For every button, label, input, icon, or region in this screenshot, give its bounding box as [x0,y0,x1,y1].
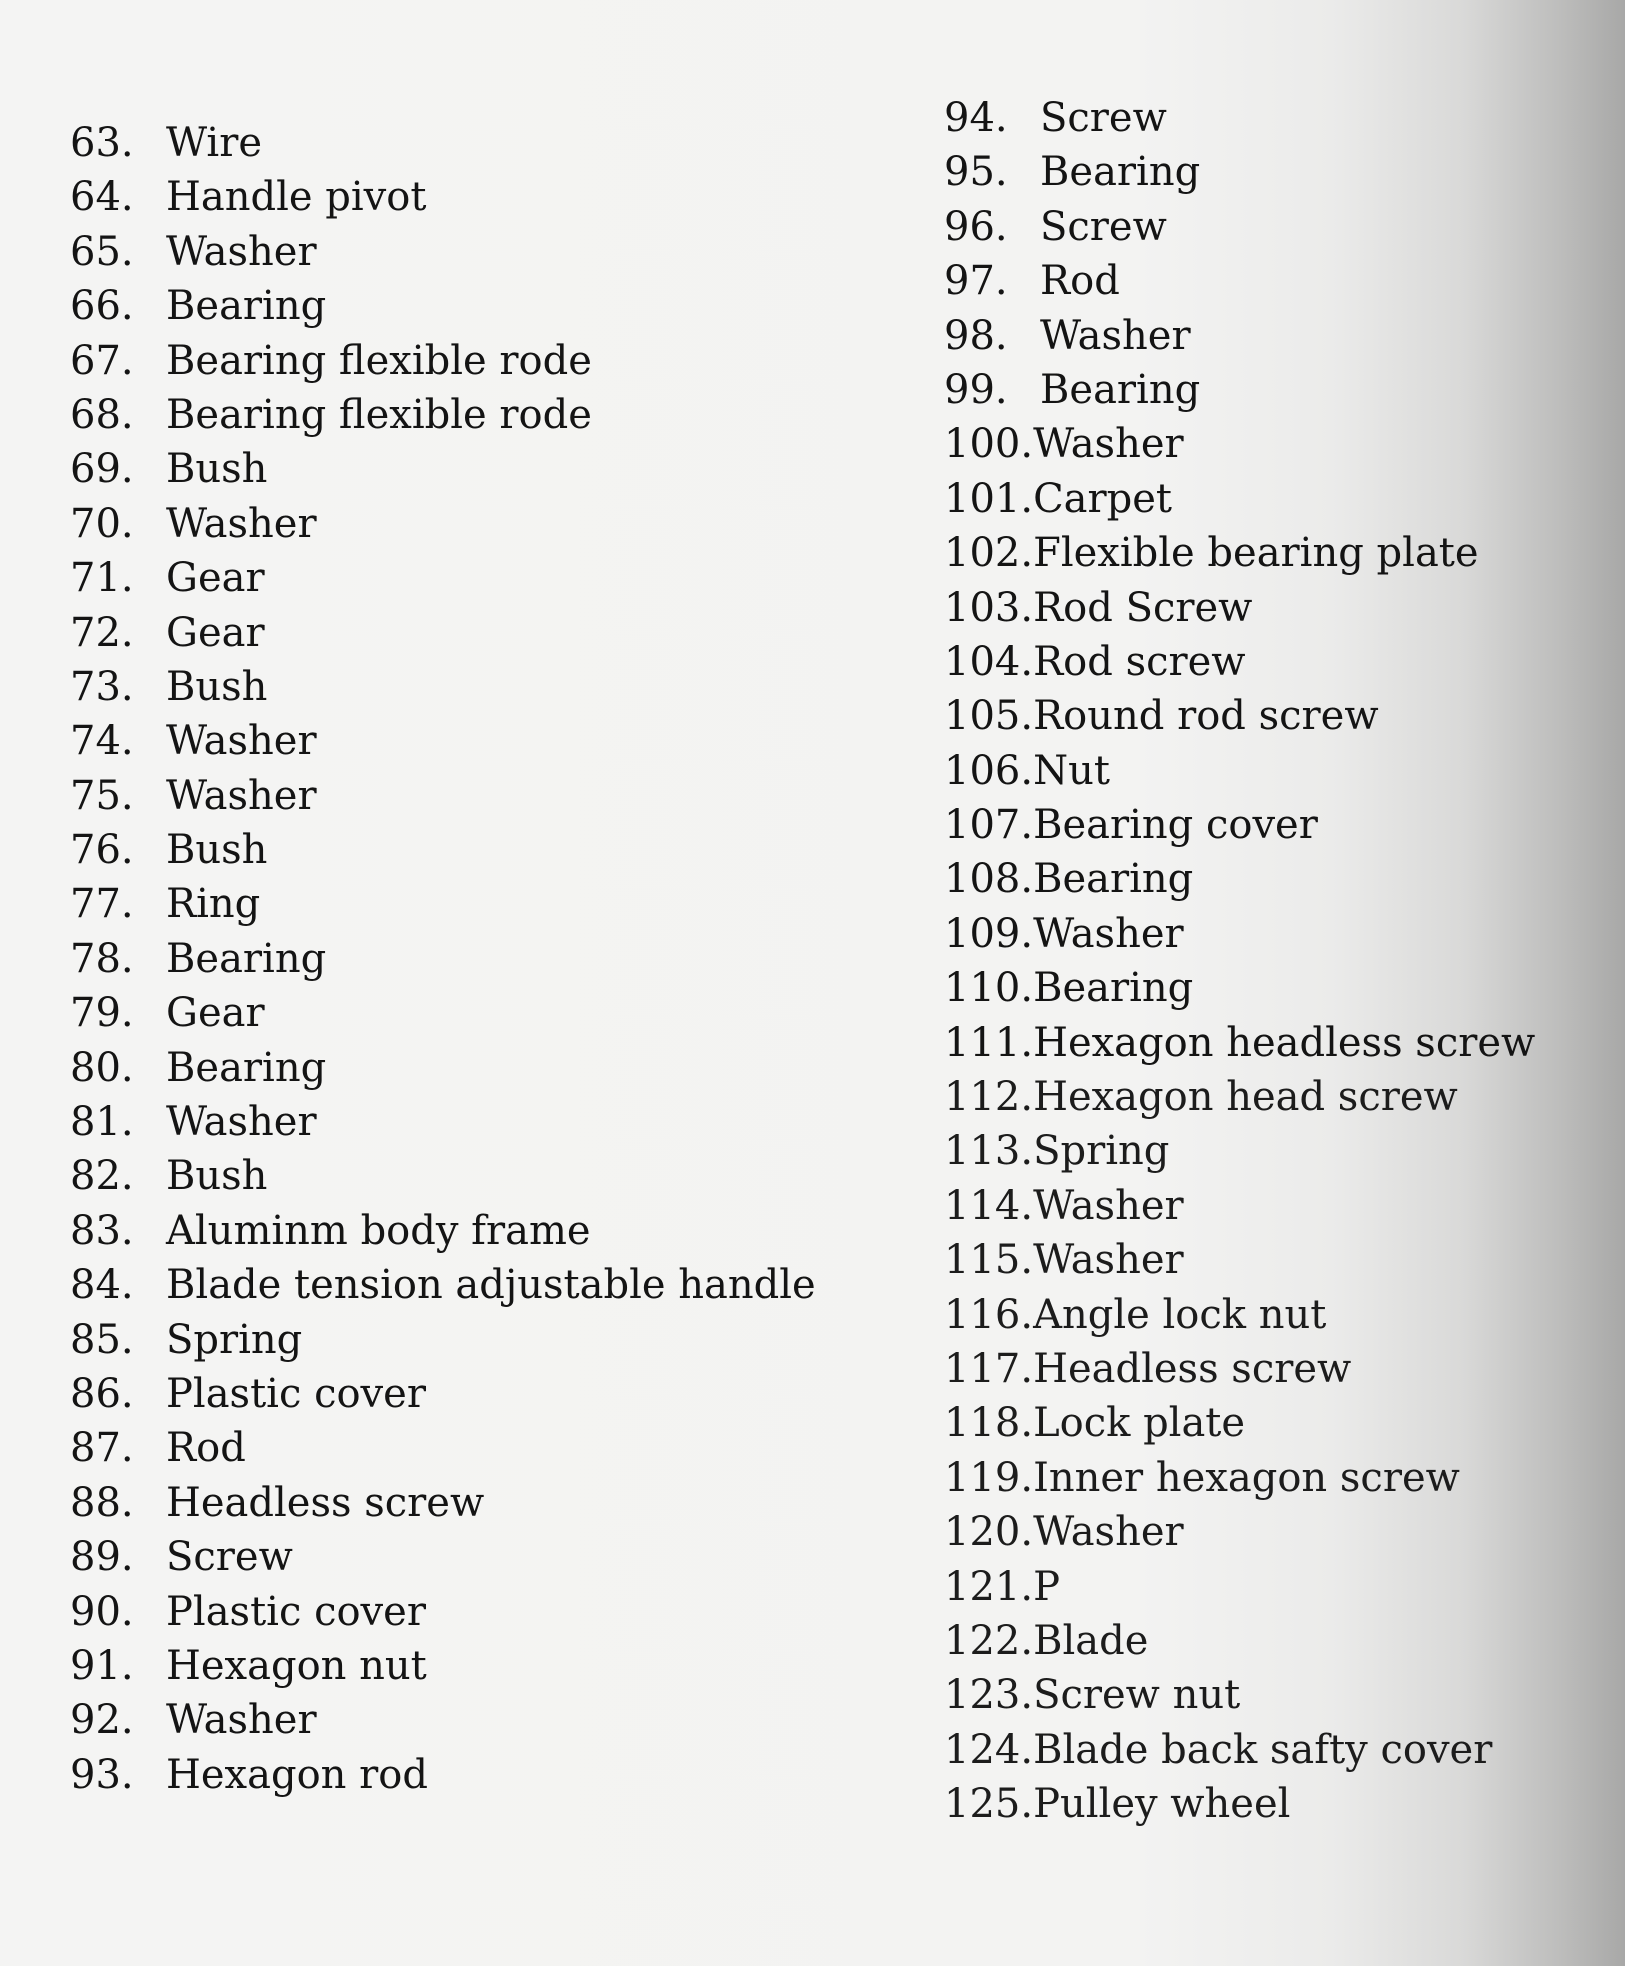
part-number: 100. [944,421,1034,468]
part-number: 70. [70,500,134,547]
part-list-item [70,1421,816,1475]
part-number: 112. [944,1074,1034,1121]
part-name: Bearing flexible rode [166,337,592,384]
part-name: Lock plate [1033,1400,1246,1447]
part-name: Plastic cover [166,1588,426,1635]
part-list-item [944,798,1535,852]
part-list-item [70,823,816,877]
part-list-item [944,417,1535,471]
part-list-item [944,145,1535,199]
part-name: Bearing [166,283,327,330]
part-number: 63. [70,120,134,166]
part-name: Spring [1033,1128,1170,1175]
part-name: P [1033,1563,1060,1610]
part-number: 73. [70,663,134,710]
part-name: Rod [1040,258,1120,305]
part-number: 69. [70,446,134,493]
part-number: 97. [944,258,1008,305]
part-list-item [70,1367,816,1421]
part-name: Round rod screw [1033,693,1379,740]
part-number: 104. [944,638,1034,685]
part-name: Washer [166,1099,317,1146]
part-list-item [70,170,816,224]
part-list-item [944,1777,1535,1831]
part-list-item [70,1748,816,1802]
part-list-item [944,526,1535,580]
part-list-item [944,1723,1535,1777]
part-number: 90. [70,1588,134,1635]
part-number: 89. [70,1534,134,1581]
part-name: Aluminm body frame [166,1207,591,1254]
part-number: 117. [944,1345,1034,1392]
part-number: 109. [944,910,1034,957]
part-name: Washer [166,772,317,819]
part-number: 115. [944,1237,1034,1284]
part-name: Rod screw [1033,638,1246,685]
parts-list-right-column [944,91,1535,1832]
part-number: 85. [70,1316,134,1363]
part-name: Washer [1033,421,1184,468]
part-name: Washer [166,718,317,765]
part-name: Handle pivot [166,174,427,221]
part-number: 72. [70,609,134,656]
part-number: 123. [944,1672,1034,1719]
part-name: Rod Screw [1033,584,1253,631]
part-name: Washer [166,1697,317,1744]
part-number: 94. [944,95,1008,141]
part-list-item [70,1476,816,1530]
part-number: 119. [944,1454,1034,1501]
part-number: 106. [944,747,1034,794]
part-list-item [70,1204,816,1258]
part-name: Hexagon rod [166,1751,428,1798]
part-number: 66. [70,283,134,330]
part-list-item [70,986,816,1040]
part-number: 107. [944,802,1034,849]
part-list-item [944,1124,1535,1178]
part-name: Pulley wheel [1033,1781,1291,1828]
part-list-item [944,472,1535,526]
part-number: 74. [70,718,134,765]
part-list-item [70,1095,816,1149]
part-list-item [70,388,816,442]
part-number: 71. [70,555,134,602]
part-list-item [70,769,816,823]
part-name: Spring [166,1316,303,1363]
part-list-item [70,497,816,551]
part-list-item [70,442,816,496]
part-number: 78. [70,935,134,982]
part-number: 65. [70,228,134,275]
part-number: 64. [70,174,134,221]
part-number: 68. [70,391,134,438]
part-list-item [70,1149,816,1203]
part-list-item [70,660,816,714]
part-number: 110. [944,965,1034,1012]
part-number: 79. [70,990,134,1037]
part-number: 118. [944,1400,1034,1447]
part-name: Bearing cover [1033,802,1318,849]
part-name: Bearing [1033,856,1194,903]
part-number: 113. [944,1128,1034,1175]
part-name: Flexible bearing plate [1033,530,1479,577]
part-list-item [944,1505,1535,1559]
part-list-item [944,1179,1535,1233]
part-name: Bearing [1033,965,1194,1012]
part-name: Gear [166,609,265,656]
part-list-item [944,1342,1535,1396]
part-name: Bush [166,446,268,493]
part-list-item [944,1070,1535,1124]
part-list-item [944,1288,1535,1342]
part-list-item [70,877,816,931]
part-list-item [944,907,1535,961]
part-name: Screw nut [1033,1672,1241,1719]
part-number: 67. [70,337,134,384]
part-number: 80. [70,1044,134,1091]
part-name: Washer [166,228,317,275]
part-number: 95. [944,149,1008,196]
part-list-item [70,1639,816,1693]
part-list-item [944,1451,1535,1505]
part-name: Screw [166,1534,293,1581]
part-list-item [70,1258,816,1312]
part-number: 91. [70,1642,134,1689]
part-list-item [944,1614,1535,1668]
part-name: Blade back safty cover [1033,1726,1493,1773]
part-list-item [70,116,816,170]
part-list-item [70,932,816,986]
part-list-item [944,1668,1535,1722]
part-number: 121. [944,1563,1034,1610]
part-name: Angle lock nut [1033,1291,1327,1338]
part-number: 83. [70,1207,134,1254]
part-number: 84. [70,1262,134,1309]
part-number: 125. [944,1781,1034,1828]
part-list-item [944,1233,1535,1287]
part-number: 99. [944,366,1008,413]
part-number: 111. [944,1019,1034,1066]
part-name: Hexagon head screw [1033,1074,1458,1121]
part-number: 98. [944,312,1008,359]
part-number: 96. [944,203,1008,250]
part-name: Carpet [1033,475,1172,522]
part-name: Washer [1033,1182,1184,1229]
part-list-item [944,581,1535,635]
part-list-item [944,91,1535,145]
part-list-item [944,852,1535,906]
part-list-item [944,744,1535,798]
part-name: Bearing flexible rode [166,391,592,438]
part-name: Bush [166,827,268,874]
part-list-item [70,1693,816,1747]
part-number: 102. [944,530,1034,577]
part-number: 77. [70,881,134,928]
part-number: 88. [70,1479,134,1526]
part-number: 75. [70,772,134,819]
part-number: 92. [70,1697,134,1744]
part-list-item [70,714,816,768]
part-list-item [944,635,1535,689]
part-list-item [944,961,1535,1015]
part-list-item [944,1016,1535,1070]
part-name: Rod [166,1425,246,1472]
part-name: Bearing [1040,366,1201,413]
part-name: Headless screw [1033,1345,1352,1392]
part-name: Blade tension adjustable handle [166,1262,816,1309]
part-name: Inner hexagon screw [1033,1454,1460,1501]
part-name: Hexagon nut [166,1642,427,1689]
part-name: Gear [166,990,265,1037]
part-name: Washer [1033,1237,1184,1284]
part-list-item [70,551,816,605]
part-number: 108. [944,856,1034,903]
part-list-item [70,334,816,388]
part-name: Headless screw [166,1479,485,1526]
part-number: 120. [944,1509,1034,1556]
part-list-item [70,606,816,660]
part-list-item [944,363,1535,417]
part-list-item [944,1560,1535,1614]
part-name: Plastic cover [166,1370,426,1417]
part-number: 105. [944,693,1034,740]
part-number: 116. [944,1291,1034,1338]
part-name: Screw [1040,203,1167,250]
part-list-item [70,1530,816,1584]
part-list-item [944,200,1535,254]
part-number: 76. [70,827,134,874]
part-list-item [70,1041,816,1095]
part-number: 114. [944,1182,1034,1229]
part-name: Blade [1033,1617,1149,1664]
part-list-item [70,1313,816,1367]
part-number: 103. [944,584,1034,631]
part-list-item [70,279,816,333]
part-name: Bearing [166,1044,327,1091]
part-name: Washer [1040,312,1191,359]
part-number: 122. [944,1617,1034,1664]
part-name: Bearing [166,935,327,982]
part-name: Ring [166,881,261,928]
part-name: Hexagon headless screw [1033,1019,1536,1066]
part-list-item [944,309,1535,363]
part-name: Bush [166,1153,268,1200]
part-list-item [70,225,816,279]
parts-list-left-column [70,116,816,1802]
part-name: Nut [1033,747,1110,794]
part-list-item [944,1396,1535,1450]
part-number: 124. [944,1726,1034,1773]
part-list-item [944,254,1535,308]
part-list-item [70,1585,816,1639]
part-name: Screw [1040,95,1167,141]
part-name: Washer [166,500,317,547]
part-name: Washer [1033,910,1184,957]
part-name: Wire [166,120,262,166]
part-number: 86. [70,1370,134,1417]
part-number: 82. [70,1153,134,1200]
part-list-item [944,689,1535,743]
part-name: Bush [166,663,268,710]
part-number: 81. [70,1099,134,1146]
part-number: 87. [70,1425,134,1472]
part-number: 93. [70,1751,134,1798]
part-number: 101. [944,475,1034,522]
part-name: Gear [166,555,265,602]
part-name: Washer [1033,1509,1184,1556]
part-name: Bearing [1040,149,1201,196]
